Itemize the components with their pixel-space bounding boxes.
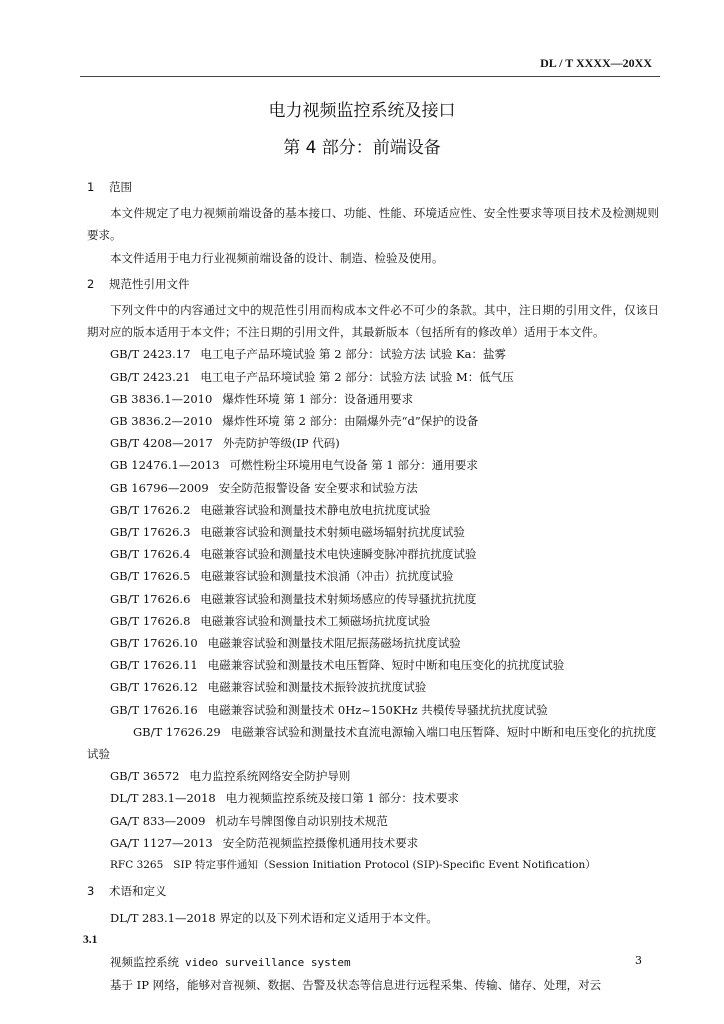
reference-item xyxy=(87,787,659,809)
reference-title: 电磁兼容试验和测量技术振铃波抗扰度试验 xyxy=(207,680,427,695)
reference-title: 电磁兼容试验和测量技术静电放电抗扰度试验 xyxy=(200,502,431,517)
reference-code: GB 3836.2—2010 xyxy=(110,414,213,429)
reference-item xyxy=(87,366,659,388)
reference-item xyxy=(87,854,659,876)
reference-code: GB/T 17626.29 xyxy=(133,724,221,739)
reference-title: 电磁兼容试验和测量技术射频电磁场辐射抗扰度试验 xyxy=(200,525,465,540)
reference-item xyxy=(87,343,659,365)
document-title: 电力视频监控系统及接口 xyxy=(268,101,456,121)
reference-item xyxy=(87,699,659,721)
reference-list xyxy=(87,343,659,876)
reference-code: GB/T 4208—2017 xyxy=(110,436,213,451)
clause-number: 3.1 xyxy=(83,933,98,946)
reference-item xyxy=(87,565,659,587)
document-code: DL / T XXXX—20XX xyxy=(540,56,652,70)
reference-title: 电磁兼容试验和测量技术工频磁场抗扰度试验 xyxy=(200,613,431,628)
reference-title: 机动车号牌图像自动识别技术规范 xyxy=(215,813,388,828)
reference-item xyxy=(87,632,659,654)
reference-item xyxy=(87,543,659,565)
reference-code: GB/T 2423.21 xyxy=(110,369,191,384)
reference-code: GB/T 17626.16 xyxy=(110,702,198,717)
section-title: 规范性引用文件 xyxy=(109,276,190,291)
reference-item xyxy=(87,610,659,632)
page-number: 3 xyxy=(635,954,642,967)
reference-item xyxy=(87,477,659,499)
reference-item xyxy=(87,388,659,410)
reference-title: 电磁兼容试验和测量技术 0Hz~150KHz 共模传导骚扰抗扰度试验 xyxy=(207,702,548,717)
reference-item xyxy=(87,765,659,787)
reference-item xyxy=(87,410,659,432)
section-number: 3 xyxy=(87,884,95,899)
reference-title: 电磁兼容试验和测量技术电快速瞬变脉冲群抗扰度试验 xyxy=(200,547,477,562)
reference-title: 安全防范视频监控摄像机通用技术要求 xyxy=(222,835,419,850)
reference-code: GB/T 17626.5 xyxy=(110,569,191,584)
reference-item xyxy=(87,832,659,854)
section-title: 范围 xyxy=(109,180,132,194)
reference-item xyxy=(87,588,659,610)
paragraph: 下列文件中的内容通过文中的规范性引用而构成本文件必不可少的条款。其中，注日期的引用文件，仅该日期对应的版本适用于本文件；不注日期的引用文件，其最新版本（包括所有的修改单）适用于本文件。 xyxy=(87,303,659,340)
reference-code: GB/T 17626.3 xyxy=(110,525,191,540)
reference-item xyxy=(87,721,659,765)
reference-code: GB 16796—2009 xyxy=(110,480,209,495)
reference-item xyxy=(87,676,659,698)
reference-item xyxy=(87,499,659,521)
reference-code: DL/T 283.1—2018 xyxy=(110,791,216,806)
document-body xyxy=(83,176,659,996)
term-english: video surveillance system xyxy=(185,955,351,969)
reference-code: GB/T 17626.6 xyxy=(110,591,191,606)
paragraph: 本文件适用于电力行业视频前端设备的设计、制造、检验及使用。 xyxy=(110,250,444,265)
section-heading-scope xyxy=(87,176,659,198)
reference-title: 外壳防护等级(IP 代码) xyxy=(222,436,340,451)
reference-code: GA/T 1127—2013 xyxy=(110,835,213,850)
reference-title: 爆炸性环境 第 2 部分：由隔爆外壳“d”保护的设备 xyxy=(222,414,479,429)
reference-code: GB 12476.1—2013 xyxy=(110,458,220,473)
reference-title: 电工电子产品环境试验 第 2 部分：试验方法 试验 Ka：盐雾 xyxy=(200,347,506,362)
header-rule xyxy=(80,76,660,77)
reference-item xyxy=(87,521,659,543)
section-number: 2 xyxy=(87,276,95,291)
reference-title: 爆炸性环境 第 1 部分：设备通用要求 xyxy=(222,391,414,406)
reference-title: 安全防范报警设备 安全要求和试验方法 xyxy=(218,480,418,495)
paragraph: DL/T 283.1—2018 界定的以及下列术语和定义适用于本文件。 xyxy=(110,910,438,925)
reference-title: 电工电子产品环境试验 第 2 部分：试验方法 试验 M：低气压 xyxy=(200,369,514,384)
term-chinese: 视频监控系统 xyxy=(110,954,179,969)
reference-title: 电磁兼容试验和测量技术阻尼振荡磁场抗扰度试验 xyxy=(207,636,461,651)
reference-code: RFC 3265 xyxy=(110,859,164,872)
reference-code: GB/T 36572 xyxy=(110,769,180,784)
term-entry xyxy=(87,951,659,974)
paragraph: 本文件规定了电力视频前端设备的基本接口、功能、性能、环境适应性、安全性要求等项目技术及检测规则要求。 xyxy=(87,206,659,243)
reference-item xyxy=(87,432,659,454)
reference-title: 电磁兼容试验和测量技术直流电源输入端口电压暂降、短时中断和电压变化的抗扰度试验 xyxy=(87,724,657,762)
section-heading-normative-references xyxy=(87,273,659,295)
reference-title: SIP 特定事件通知（Session Initiation Protocol (SIP)-Specific Event Notification） xyxy=(173,859,596,872)
section-title: 术语和定义 xyxy=(109,884,167,899)
term-definition: 基于 IP 网络，能够对音视频、数据、告警及状态等信息进行远程采集、传输、储存、处理，对云 xyxy=(110,978,602,993)
reference-code: GB/T 17626.2 xyxy=(110,502,191,517)
reference-item xyxy=(87,810,659,832)
reference-item xyxy=(87,454,659,476)
section-heading-terms xyxy=(87,880,659,902)
reference-item xyxy=(87,654,659,676)
section-number: 1 xyxy=(87,180,95,194)
reference-code: GB/T 17626.10 xyxy=(110,636,198,651)
reference-code: GB/T 17626.12 xyxy=(110,680,198,695)
reference-title: 电力视频监控系统及接口第 1 部分：技术要求 xyxy=(225,791,459,806)
reference-code: GB/T 17626.11 xyxy=(110,658,198,673)
reference-code: GB/T 17626.4 xyxy=(110,547,191,562)
document-part-title: 第 4 部分：前端设备 xyxy=(283,138,441,158)
reference-title: 可燃性粉尘环境用电气设备 第 1 部分：通用要求 xyxy=(229,458,478,473)
reference-title: 电磁兼容试验和测量技术浪涌（冲击）抗扰度试验 xyxy=(200,569,454,584)
reference-title: 电力监控系统网络安全防护导则 xyxy=(189,769,351,784)
reference-title: 电磁兼容试验和测量技术射频场感应的传导骚扰抗扰度 xyxy=(200,591,477,606)
reference-code: GB/T 17626.8 xyxy=(110,613,191,628)
reference-code: GA/T 833—2009 xyxy=(110,813,206,828)
reference-code: GB 3836.1—2010 xyxy=(110,391,213,406)
reference-code: GB/T 2423.17 xyxy=(110,347,191,362)
reference-title: 电磁兼容试验和测量技术电压暂降、短时中断和电压变化的抗扰度试验 xyxy=(207,658,565,673)
